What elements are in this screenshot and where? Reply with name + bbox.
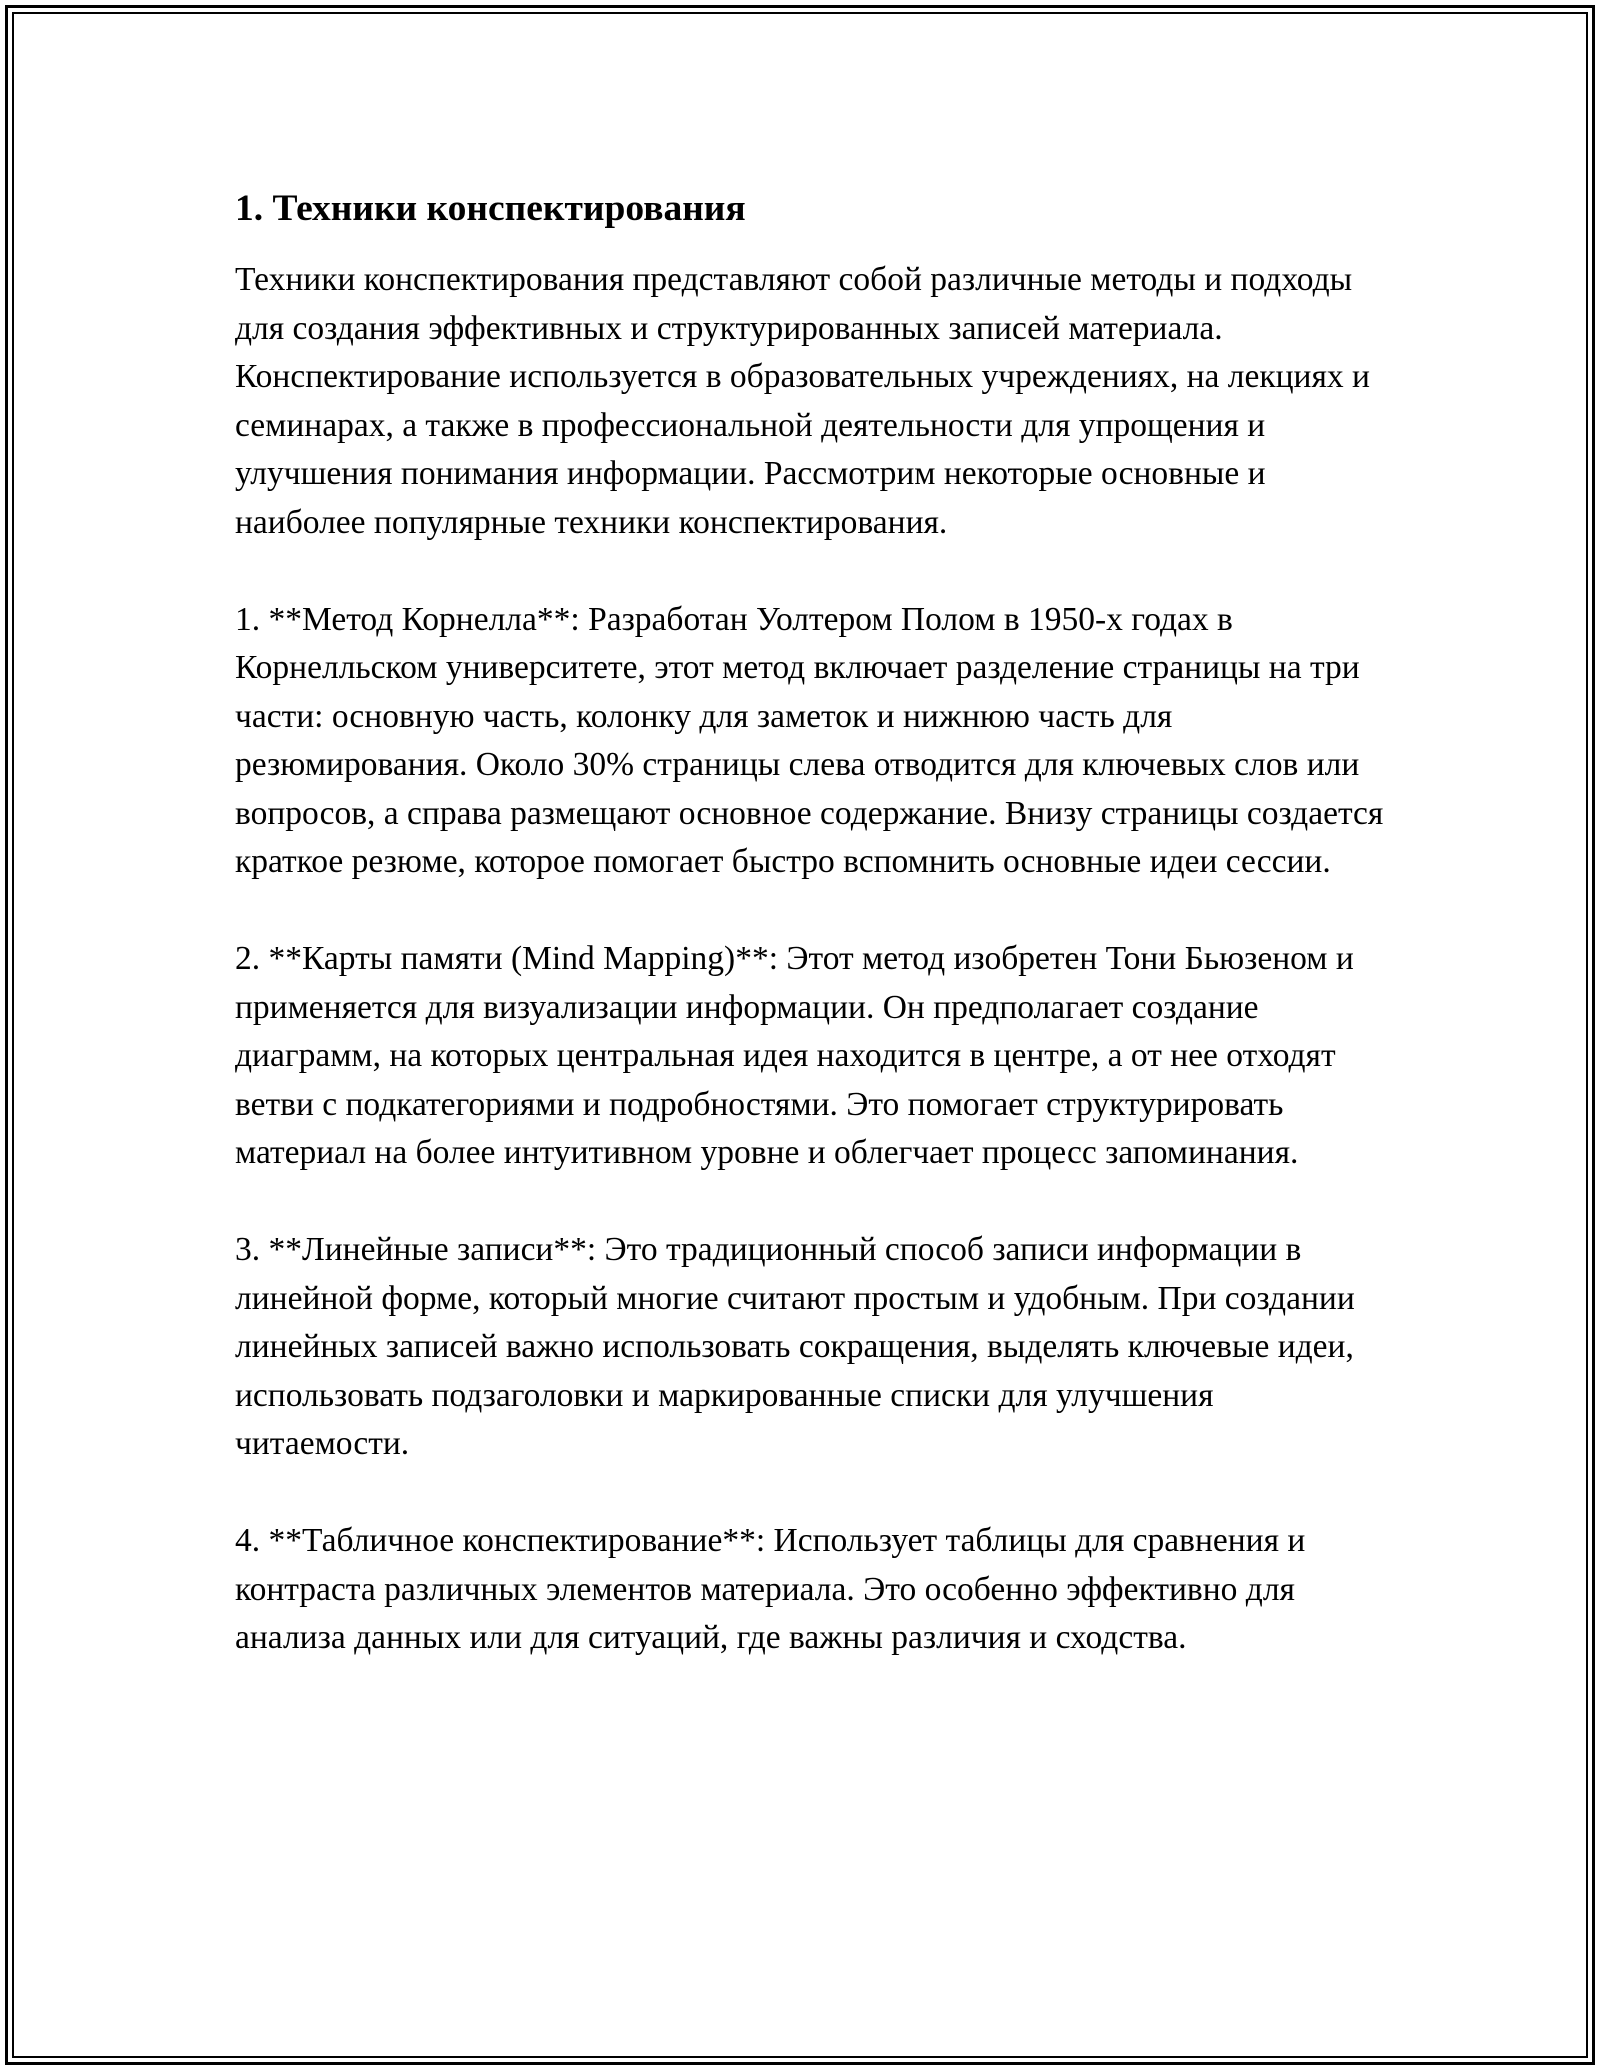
section-heading: 1. Техники конспектирования bbox=[235, 188, 746, 229]
mind-mapping-paragraph: 2. **Карты памяти (Mind Mapping)**: Этот метод изобретен Тони Бьюзеном и применяется для визуализации информации. Он предполагает создание диаграмм, на которых центральная идея находится в центре, а от нее отходят ветви с подкатегориями и подробностями. Это помогает структурировать материал на более интуитивном уровне и облегчает процесс запоминания. bbox=[235, 940, 1354, 1171]
cornell-method-paragraph: 1. **Метод Корнелла**: Разработан Уолтером Полом в 1950-х годах в Корнелльском университете, этот метод включает разделение страницы на три части: основную часть, колонку для заметок и нижнюю часть для резюмирования. Около 30% страницы слева отводится для ключевых слов или вопросов, а справа размещают основное содержание. Внизу страницы создается краткое резюме, которое помогает быстро вспомнить основные идеи сессии. bbox=[235, 600, 1384, 880]
linear-notes-paragraph: 3. **Линейные записи**: Это традиционный способ записи информации в линейной форме, который многие считают простым и удобным. При создании линейных записей важно использовать сокращения, выделять ключевые идеи, использовать подзаголовки и маркированные списки для улучшения читаемости. bbox=[235, 1231, 1355, 1462]
document-body bbox=[235, 185, 1385, 1711]
table-notes-paragraph: 4. **Табличное конспектирование**: Использует таблицы для сравнения и контраста различных элементов материала. Это особенно эффективно для анализа данных или для ситуаций, где важны различия и сходства. bbox=[235, 1522, 1306, 1656]
intro-paragraph: Техники конспектирования представляют собой различные методы и подходы для создания эффективных и структурированных записей материала. Конспектирование используется в образовательных учреждениях, на лекциях и семинарах, а также в профессиональной деятельности для упрощения и улучшения понимания информации. Рассмотрим некоторые основные и наиболее популярные техники конспектирования. bbox=[235, 261, 1370, 541]
